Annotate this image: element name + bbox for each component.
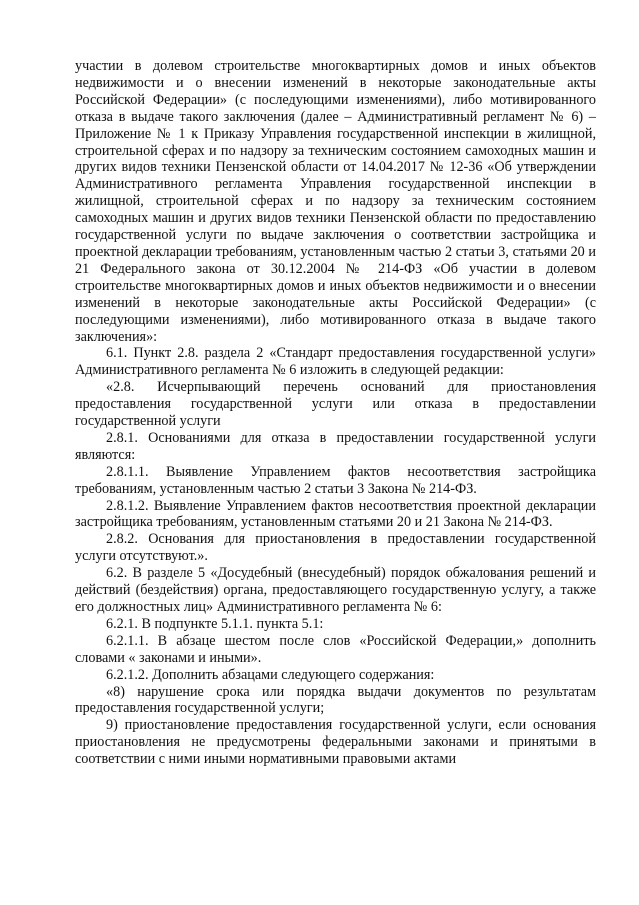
paragraph-continuation: участии в долевом строительстве многоквартирных домов и иных объектов недвижимости и о внесении изменений в некоторые законодательные акты Российской Федерации» (с последующими изменениями), либо мотивированного отказа в выдаче такого заключения (далее – Административный регламент № 6) – Приложение № 1 к Приказу Управления государственной инспекции в жилищной, строительной сферах и по надзору за техническим состоянием самоходных машин и других видов техники Пензенской области от 14.04.2017 № 12-36 «Об утверждении Административного регламента Управления государственной инспекции в жилищной, строительной сферах и по надзору за техническим состоянием самоходных машин и других видов техники Пензенской области по предоставлению государственной услуги по выдаче заключения о соответствии застройщика и проектной декларации требованиям, установленным частью 2 статьи 3, статьями 20 и 21 Федерального закона от 30.12.2004 № 214-ФЗ «Об участии в долевом строительстве многоквартирных домов и иных объектов недвижимости и о внесении изменений в некоторые законодательные акты Российской Федерации» (с последующими изменениями), либо мотивированного отказа в выдаче такого заключения»: (75, 58, 596, 345)
document-body (75, 58, 596, 768)
paragraph-2-8-1: 2.8.1. Основаниями для отказа в предоставлении государственной услуги являются: (75, 429, 596, 463)
paragraph-2-8-1-1: 2.8.1.1. Выявление Управлением фактов несоответствия застройщика требованиям, установленным частью 2 статьи 3 Закона № 214-ФЗ. (75, 463, 596, 497)
paragraph-2-8-2: 2.8.2. Основания для приостановления в предоставлении государственной услуги отсутствуют.». (75, 531, 596, 565)
paragraph-item-9: 9) приостановление предоставления государственной услуги, если основания приостановления не предусмотрены федеральными законами и принятыми в соответствии с ними иными нормативными правовыми актами (75, 717, 596, 768)
paragraph-6-2-1-1: 6.2.1.1. В абзаце шестом после слов «Российской Федерации,» дополнить словами « законами и иными». (75, 632, 596, 666)
paragraph-6-2-1-2: 6.2.1.2. Дополнить абзацами следующего содержания: (106, 666, 435, 683)
paragraph-6-2-1: 6.2.1. В подпункте 5.1.1. пункта 5.1: (106, 615, 324, 632)
paragraph-item-8: «8) нарушение срока или порядка выдачи документов по результатам предоставления государственной услуги; (75, 683, 596, 717)
paragraph-6-1: 6.1. Пункт 2.8. раздела 2 «Стандарт предоставления государственной услуги» Административного регламента № 6 изложить в следующей редакции: (75, 345, 596, 379)
paragraph-2-8-1-2: 2.8.1.2. Выявление Управлением фактов несоответствия проектной декларации застройщика требованиям, установленным статьями 20 и 21 Закона № 214-ФЗ. (75, 497, 596, 531)
paragraph-2-8: «2.8. Исчерпывающий перечень оснований для приостановления предоставления государственной услуги или отказа в предоставлении государственной услуги (75, 379, 596, 430)
paragraph-6-2: 6.2. В разделе 5 «Досудебный (внесудебный) порядок обжалования решений и действий (бездействия) органа, предоставляющего государственную услугу, а также его должностных лиц» Административного регламента № 6: (75, 565, 596, 615)
